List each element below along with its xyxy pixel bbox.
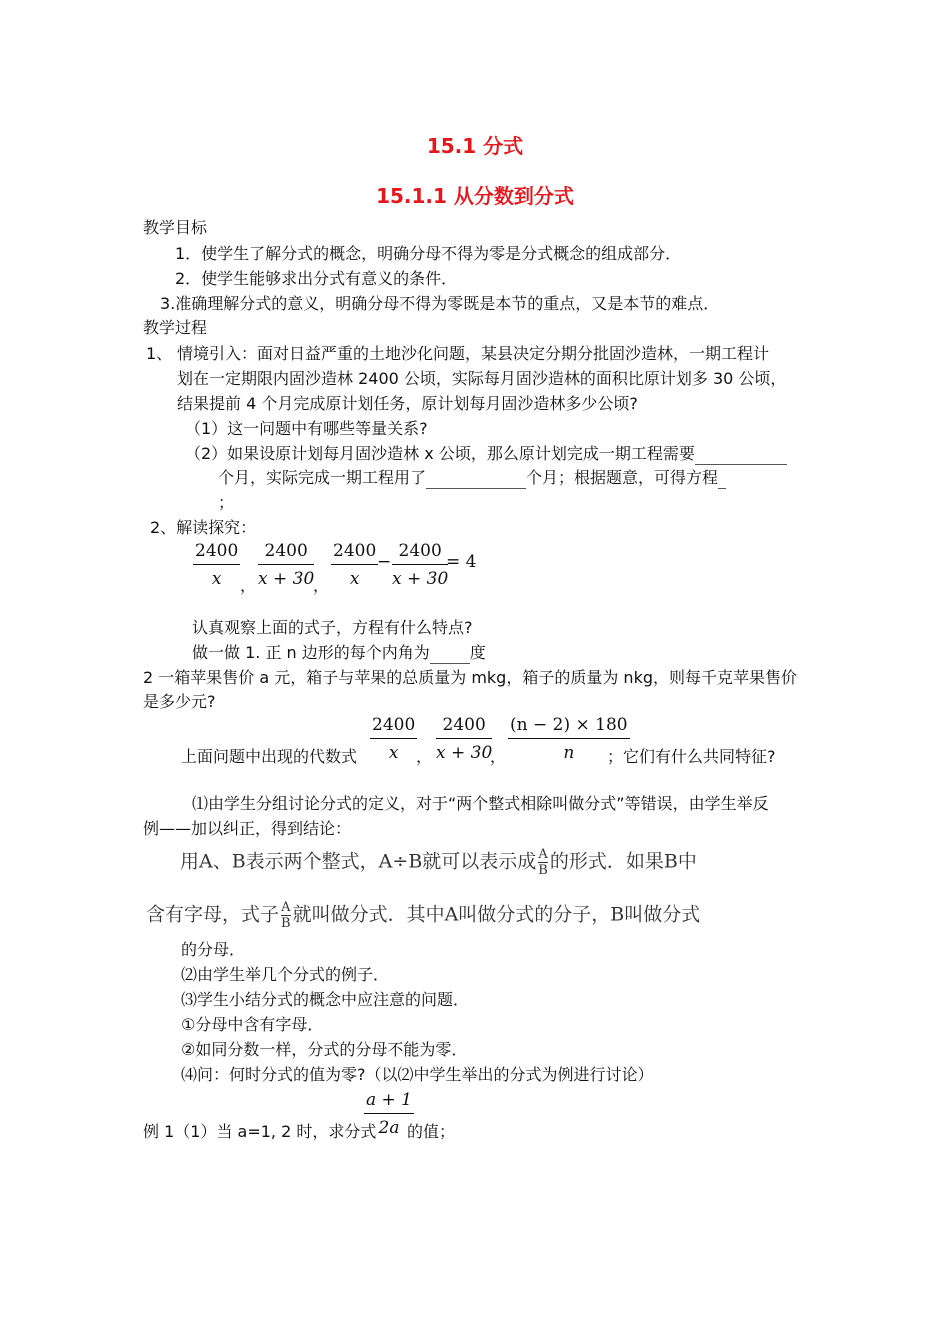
question-2-end: ； xyxy=(218,493,235,512)
section-number: 1、 xyxy=(146,344,173,363)
step-3: ⑶学生小结分式的概念中应注意的问题． xyxy=(181,990,470,1009)
try-it-unit: 度 xyxy=(469,643,486,662)
numerator: 2400 xyxy=(398,541,442,561)
numerator: (n − 2) × 180 xyxy=(510,715,628,735)
fraction-2400-over-x xyxy=(331,540,378,590)
answer-blank[interactable] xyxy=(718,488,726,489)
paragraph-line: 结果提前 4 个月完成原计划任务，原计划每月固沙造林多少公顷? xyxy=(177,394,638,413)
answer-blank[interactable] xyxy=(430,663,470,664)
separator: ， xyxy=(490,747,507,766)
definition-text: 用A、B表示两个整式，A÷B就可以表示成 xyxy=(180,850,537,873)
step-2: ⑵由学生举几个分式的例子． xyxy=(181,965,390,984)
denominator: x xyxy=(349,569,360,589)
note-1: ①分母中含有字母． xyxy=(181,1015,324,1034)
denominator: x + 30 xyxy=(258,569,315,589)
denominator: x xyxy=(211,569,222,589)
question-2-cont xyxy=(218,467,726,489)
page-title: 15.1 分式 xyxy=(426,134,524,158)
denominator: 2a xyxy=(378,1118,400,1138)
numerator: a + 1 xyxy=(366,1090,413,1110)
denominator: x + 30 xyxy=(392,569,449,589)
example-1-end: 的值； xyxy=(407,1122,456,1141)
fraction-2400-over-x-plus-30 xyxy=(258,540,314,590)
question-1: （1）这一问题中有哪些等量关系? xyxy=(185,419,428,438)
section-title: 15.1.1 从分数到分式 xyxy=(376,184,574,208)
expr-question: ；它们有什么共同特征? xyxy=(607,747,776,766)
expr-prompt: 上面问题中出现的代数式 xyxy=(181,747,358,766)
paragraph-line: 划在一定期限内固沙造林 2400 公顷，实际每月固沙造林的面积比原计划多 30 公顷， xyxy=(177,369,787,388)
definition-text: 就叫做分式．其中A叫做分式的分子，B叫做分式 xyxy=(292,903,701,926)
section-2-heading: 2、解读探究： xyxy=(150,518,257,537)
fraction-a-over-b xyxy=(538,847,548,878)
discussion: ⑴由学生分组讨论分式的定义，对于“两个整式相除叫做分式”等错误，由学生举反 xyxy=(192,794,769,813)
denominator: x xyxy=(388,743,399,763)
fraction-2400-over-x-plus-30 xyxy=(436,714,492,764)
apple-problem: 是多少元? xyxy=(143,692,216,711)
note-2: ②如同分数一样，分式的分母不能为零． xyxy=(181,1040,468,1059)
separator: ， xyxy=(313,576,330,595)
try-it xyxy=(192,642,486,664)
question-2-text: 个月，实际完成一期工程用了 xyxy=(218,468,427,487)
definition-line xyxy=(146,900,700,931)
numerator: 2400 xyxy=(195,541,239,561)
equals-4: = 4 xyxy=(446,552,477,572)
numerator: A xyxy=(281,900,291,915)
goal-item: 1．使学生了解分式的概念，明确分母不得为零是分式概念的组成部分． xyxy=(175,244,682,263)
goal-item: 2．使学生能够求出分式有意义的条件． xyxy=(175,269,458,288)
fraction-2400-over-x xyxy=(193,540,240,590)
fraction-a-over-b xyxy=(281,900,291,931)
numerator: 2400 xyxy=(442,715,486,735)
example-1: 例 1（1）当 a=1, 2 时，求分式 xyxy=(143,1122,377,1141)
discussion: 例——加以纠正，得到结论： xyxy=(143,819,352,838)
definition-end: 的分母． xyxy=(181,940,246,959)
numerator: 2400 xyxy=(333,541,377,561)
minus-sign: − xyxy=(377,552,392,572)
question-2 xyxy=(185,443,787,465)
observe-prompt: 认真观察上面的式子，方程有什么特点? xyxy=(192,618,473,637)
separator: ， xyxy=(240,576,257,595)
denominator: n xyxy=(563,743,575,763)
definition-text: 含有字母，式子 xyxy=(146,903,280,926)
step-4: ⑷问：何时分式的值为零?（以⑵中学生举出的分式为例进行讨论） xyxy=(181,1065,654,1084)
paragraph-line: 情境引入：面对日益严重的土地沙化问题，某县决定分期分批固沙造林，一期工程计 xyxy=(177,344,770,363)
goals-heading: 教学目标 xyxy=(143,218,208,237)
question-2-text: 个月；根据题意，可得方程 xyxy=(526,468,719,487)
answer-blank[interactable] xyxy=(426,488,526,489)
fraction-2400-over-x-plus-30 xyxy=(392,540,448,590)
goal-item: 3.准确理解分式的意义，明确分母不得为零既是本节的重点，又是本节的难点． xyxy=(160,294,720,313)
numerator: 2400 xyxy=(372,715,416,735)
denominator: x + 30 xyxy=(436,743,493,763)
denominator: B xyxy=(281,916,291,931)
definition-text: 的形式．如果B中 xyxy=(549,850,697,873)
numerator: A xyxy=(538,847,548,862)
question-2-text: （2）如果设原计划每月固沙造林 x 公顷，那么原计划完成一期工程需要 xyxy=(185,444,695,463)
apple-problem: 2 一箱苹果售价 a 元，箱子与苹果的总质量为 mkg，箱子的质量为 nkg，则每千克苹果售价 xyxy=(143,668,797,687)
numerator: 2400 xyxy=(264,541,308,561)
try-it-text: 做一做 1. 正 n 边形的每个内角为 xyxy=(192,643,430,662)
separator: ， xyxy=(416,747,433,766)
definition-line xyxy=(180,847,697,878)
denominator: B xyxy=(538,863,548,878)
fraction-2400-over-x xyxy=(370,714,417,764)
answer-blank[interactable] xyxy=(695,464,787,465)
process-heading: 教学过程 xyxy=(143,318,208,337)
